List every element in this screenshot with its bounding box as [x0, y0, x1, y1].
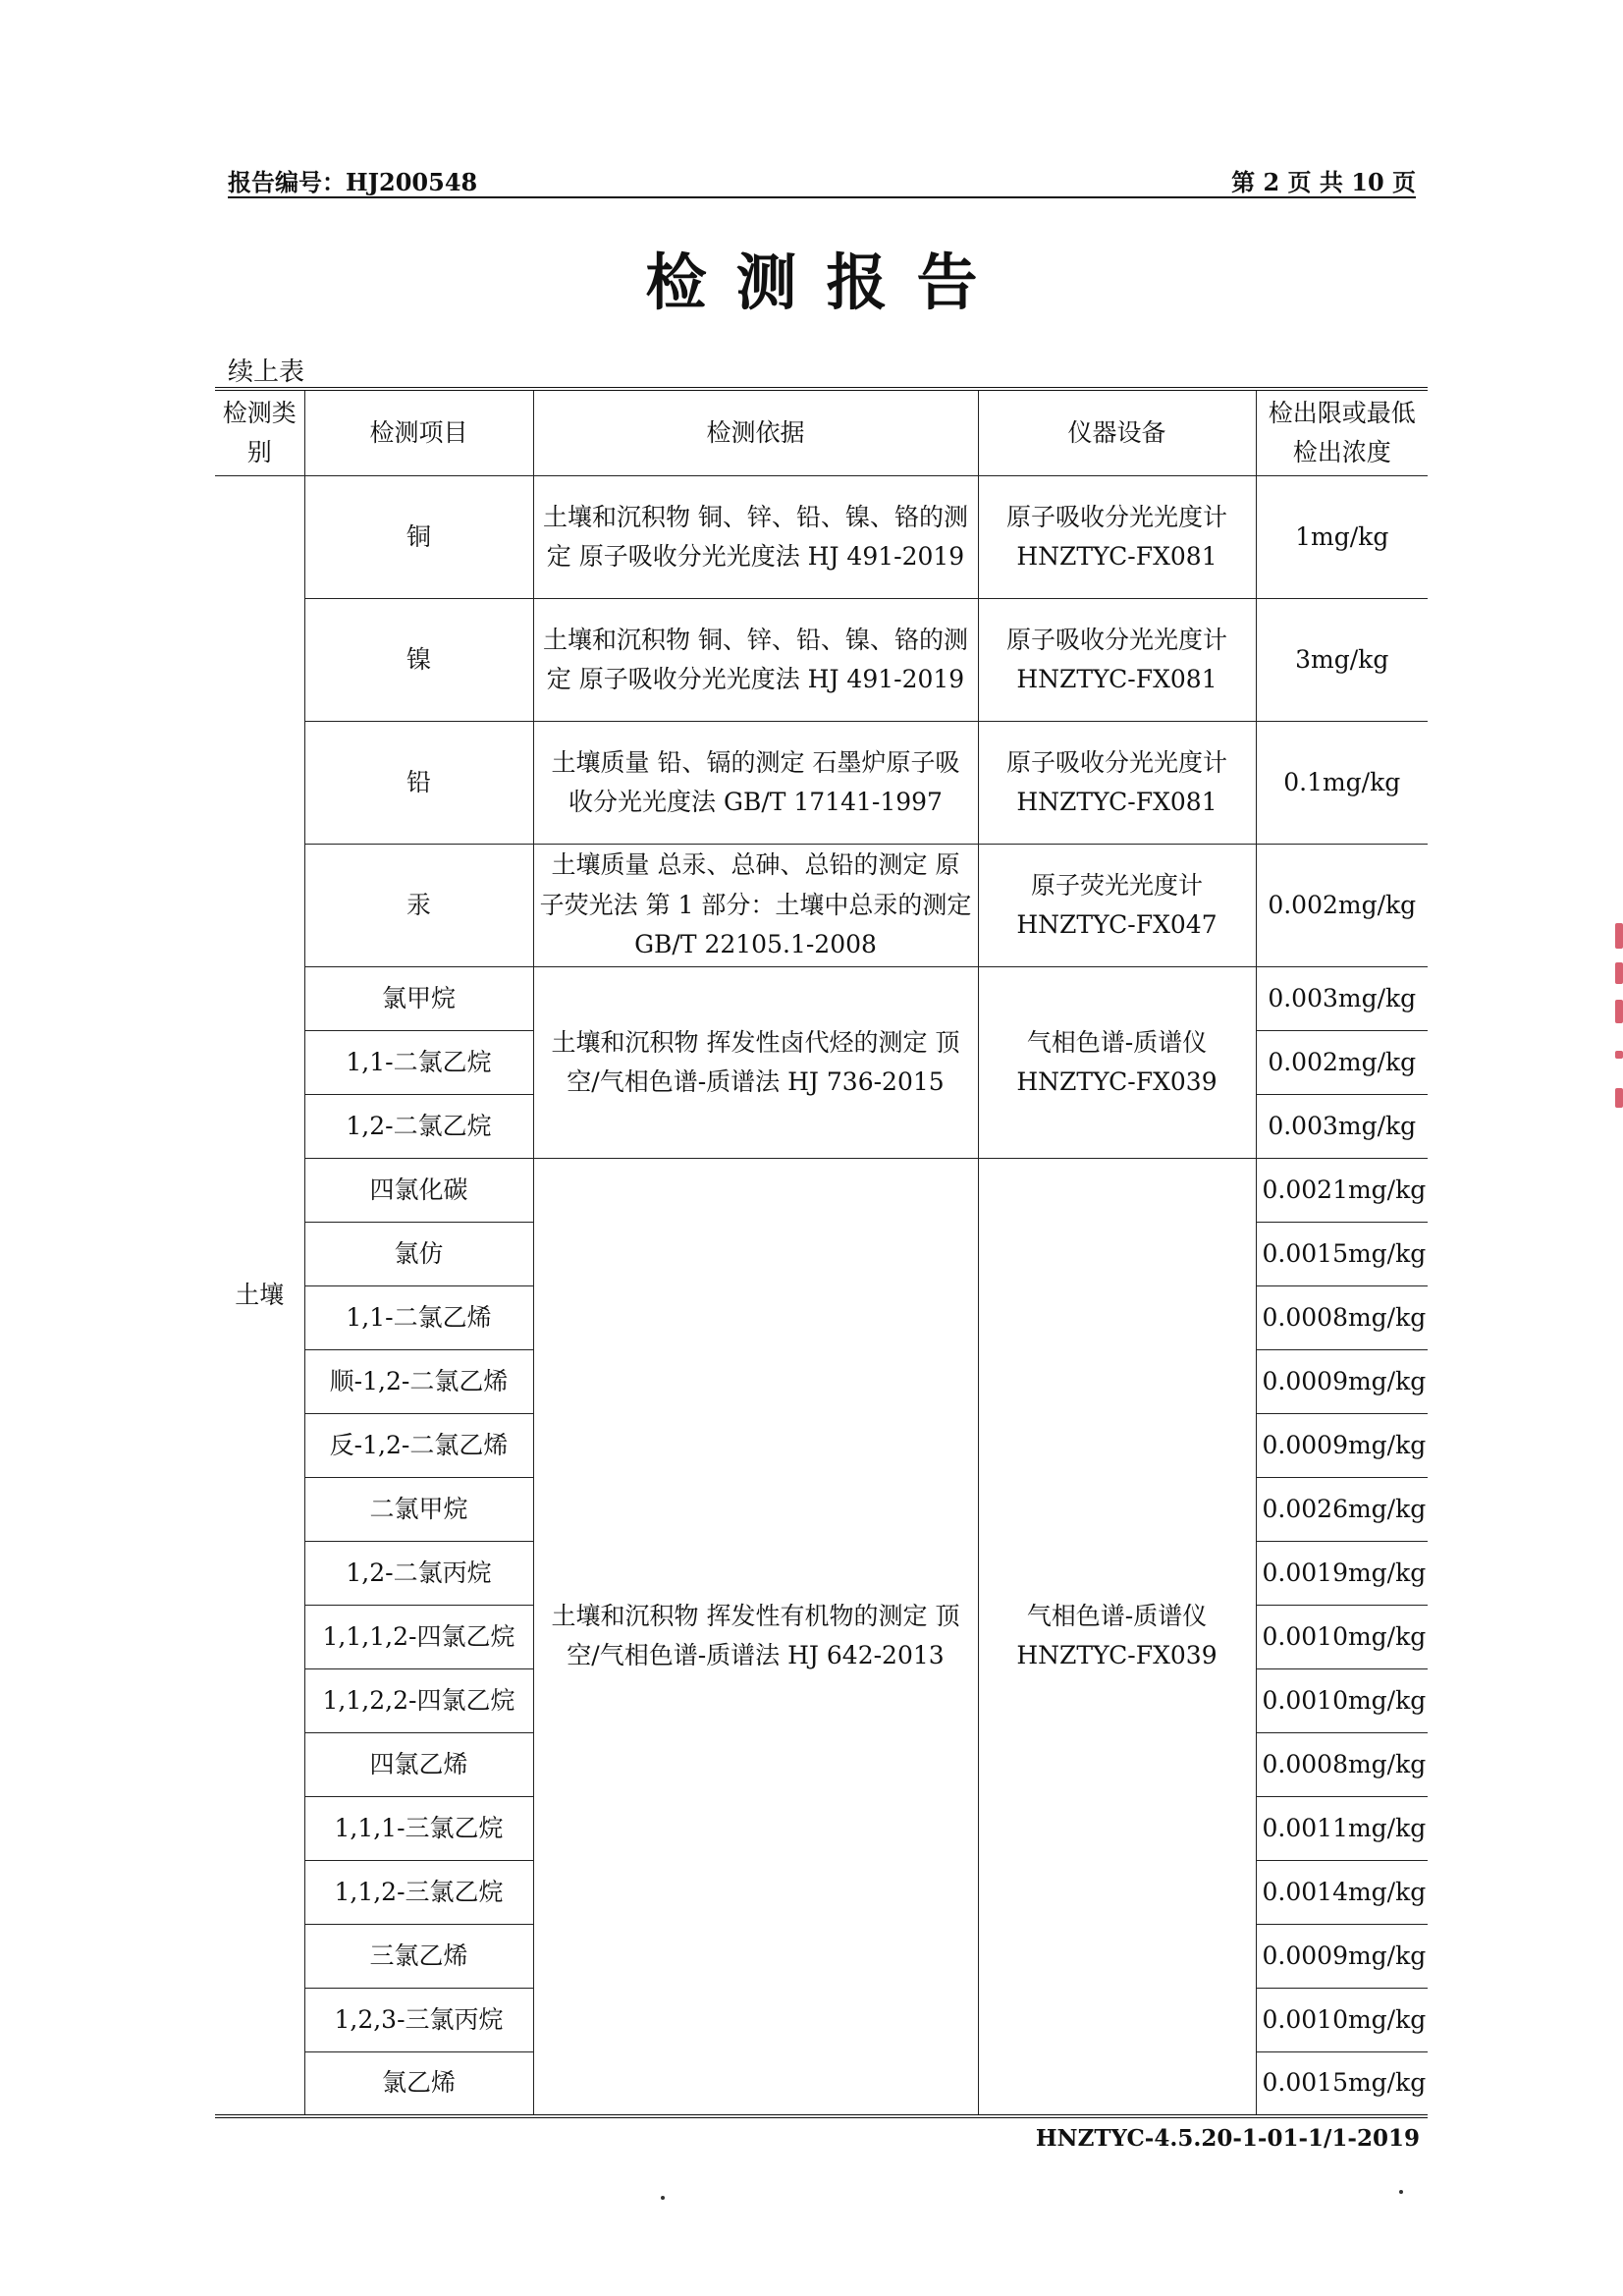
- instrument: 原子吸收分光光度计 HNZTYC-FX081: [978, 599, 1256, 722]
- seal-edge-mark: [1615, 923, 1623, 1110]
- test-method: 土壤和沉积物 挥发性有机物的测定 顶空/气相色谱-质谱法 HJ 642-2013: [533, 1159, 978, 2116]
- test-item: 氯乙烯: [304, 2052, 533, 2116]
- test-item: 铜: [304, 476, 533, 599]
- test-method: 土壤和沉积物 挥发性卤代烃的测定 顶空/气相色谱-质谱法 HJ 736-2015: [533, 967, 978, 1159]
- test-item: 1,2,3-三氯丙烷: [304, 1989, 533, 2052]
- test-item: 铅: [304, 722, 533, 845]
- test-category: 土壤: [215, 476, 304, 2116]
- test-method: 土壤质量 总汞、总砷、总铅的测定 原子荧光法 第 1 部分：土壤中总汞的测定 GB/T 22105.1-2008: [533, 845, 978, 967]
- test-item: 二氯甲烷: [304, 1478, 533, 1542]
- detection-limit: 0.0008mg/kg: [1256, 1733, 1428, 1797]
- detection-limit: 0.0008mg/kg: [1256, 1286, 1428, 1350]
- detection-limit: 0.0015mg/kg: [1256, 1223, 1428, 1286]
- continued-note: 续上表: [228, 357, 305, 387]
- detection-limit: 0.1mg/kg: [1256, 722, 1428, 845]
- report-header: [228, 163, 1416, 198]
- detection-limit: 0.0011mg/kg: [1256, 1797, 1428, 1861]
- test-method: 土壤和沉积物 铜、锌、铅、镍、铬的测定 原子吸收分光光度法 HJ 491-2019: [533, 476, 978, 599]
- test-item: 1,1,1,2-四氯乙烷: [304, 1606, 533, 1669]
- table-row: [215, 967, 1428, 1031]
- scan-speck: [1399, 2190, 1403, 2194]
- test-item: 四氯乙烯: [304, 1733, 533, 1797]
- column-header-category: 检测类别: [215, 389, 304, 476]
- detection-limit: 0.0010mg/kg: [1256, 1669, 1428, 1733]
- test-item: 1,1-二氯乙烷: [304, 1031, 533, 1095]
- test-item: 1,1,2-三氯乙烷: [304, 1861, 533, 1925]
- scan-speck: [661, 2196, 665, 2200]
- column-header-method: 检测依据: [533, 389, 978, 476]
- test-method: 土壤和沉积物 铜、锌、铅、镍、铬的测定 原子吸收分光光度法 HJ 491-2019: [533, 599, 978, 722]
- test-item: 顺-1,2-二氯乙烯: [304, 1350, 533, 1414]
- test-item: 1,1-二氯乙烯: [304, 1286, 533, 1350]
- test-item: 氯仿: [304, 1223, 533, 1286]
- detection-limit: 0.0010mg/kg: [1256, 1989, 1428, 2052]
- test-item: 1,1,2,2-四氯乙烷: [304, 1669, 533, 1733]
- test-item: 四氯化碳: [304, 1159, 533, 1223]
- test-item: 反-1,2-二氯乙烯: [304, 1414, 533, 1478]
- table-row: [215, 599, 1428, 722]
- test-item: 三氯乙烯: [304, 1925, 533, 1989]
- detection-limit: 0.0009mg/kg: [1256, 1414, 1428, 1478]
- column-header-item: 检测项目: [304, 389, 533, 476]
- test-item: 镍: [304, 599, 533, 722]
- detection-limit: 0.003mg/kg: [1256, 967, 1428, 1031]
- table-row: [215, 722, 1428, 845]
- table-row: [215, 845, 1428, 967]
- test-method: 土壤质量 铅、镉的测定 石墨炉原子吸收分光光度法 GB/T 17141-1997: [533, 722, 978, 845]
- detection-limit: 0.0015mg/kg: [1256, 2052, 1428, 2116]
- instrument: 原子荧光光度计 HNZTYC-FX047: [978, 845, 1256, 967]
- test-item: 1,1,1-三氯乙烷: [304, 1797, 533, 1861]
- table-header-row: [215, 389, 1428, 476]
- instrument: 原子吸收分光光度计 HNZTYC-FX081: [978, 476, 1256, 599]
- detection-limit: 0.003mg/kg: [1256, 1095, 1428, 1159]
- page-indicator: 第 2 页 共 10 页: [1231, 168, 1416, 196]
- test-item: 1,2-二氯丙烷: [304, 1542, 533, 1606]
- detection-limit: 0.0010mg/kg: [1256, 1606, 1428, 1669]
- instrument: 原子吸收分光光度计 HNZTYC-FX081: [978, 722, 1256, 845]
- document-title: 检测报告: [645, 246, 1007, 318]
- detection-limit: 0.0009mg/kg: [1256, 1350, 1428, 1414]
- column-header-instrument: 仪器设备: [978, 389, 1256, 476]
- instrument: 气相色谱-质谱仪 HNZTYC-FX039: [978, 967, 1256, 1159]
- detection-limit: 0.0021mg/kg: [1256, 1159, 1428, 1223]
- test-item: 1,2-二氯乙烷: [304, 1095, 533, 1159]
- header-divider: [228, 196, 1416, 198]
- detection-limit: 3mg/kg: [1256, 599, 1428, 722]
- detection-limit: 0.002mg/kg: [1256, 1031, 1428, 1095]
- report-number: 报告编号：HJ200548: [228, 168, 478, 196]
- form-code: HNZTYC-4.5.20-1-01-1/1-2019: [1035, 2125, 1420, 2152]
- column-header-detection-limit: 检出限或最低检出浓度: [1256, 389, 1428, 476]
- detection-limit: 1mg/kg: [1256, 476, 1428, 599]
- detection-limit: 0.0026mg/kg: [1256, 1478, 1428, 1542]
- detection-limit: 0.002mg/kg: [1256, 845, 1428, 967]
- table-row: [215, 476, 1428, 599]
- table-row: [215, 1159, 1428, 1223]
- detection-limit: 0.0019mg/kg: [1256, 1542, 1428, 1606]
- detection-limit: 0.0014mg/kg: [1256, 1861, 1428, 1925]
- detection-limit: 0.0009mg/kg: [1256, 1925, 1428, 1989]
- instrument: 气相色谱-质谱仪 HNZTYC-FX039: [978, 1159, 1256, 2116]
- test-item: 汞: [304, 845, 533, 967]
- test-methods-table: [215, 387, 1428, 2118]
- test-item: 氯甲烷: [304, 967, 533, 1031]
